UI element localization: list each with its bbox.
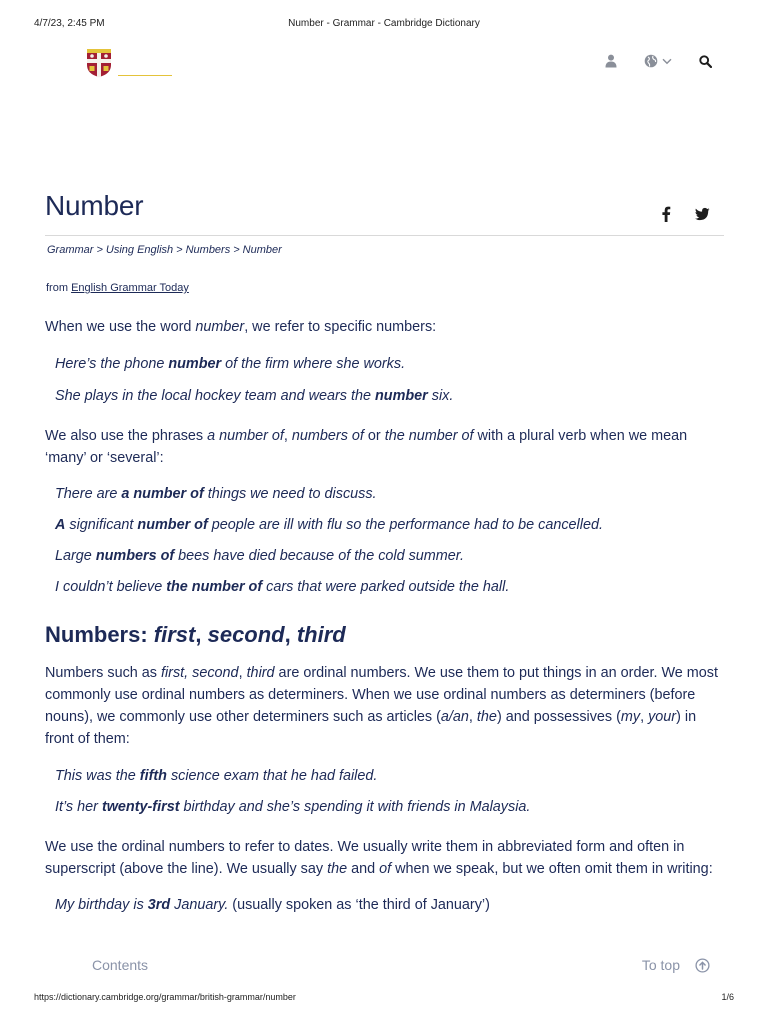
breadcrumb-grammar[interactable]: Grammar: [47, 244, 94, 256]
paragraph: We use the ordinal numbers to refer to dates. We usually write them in abbreviated form and often in superscript (above the line). We usually say the and of when we speak, but we often omit them in writing:: [45, 839, 713, 877]
facebook-icon[interactable]: [661, 206, 671, 222]
share-icons: [661, 206, 710, 222]
example-sentence: She plays in the local hockey team and wears the number six.: [55, 388, 454, 404]
print-page-number: 1/6: [721, 992, 734, 1002]
print-footer: [0, 992, 768, 1006]
example-sentence: It’s her twenty-first birthday and she’s spending it with friends in Malaysia.: [55, 799, 531, 815]
breadcrumb-separator: >: [176, 244, 183, 256]
breadcrumb: [47, 244, 282, 256]
chevron-down-icon[interactable]: [662, 56, 672, 66]
to-top-link[interactable]: To top: [641, 957, 680, 973]
example-sentence: Here’s the phone number of the firm where she works.: [55, 356, 406, 372]
logo-underline: [118, 75, 172, 76]
example-sentence: Large numbers of bees have died because of the cold summer.: [55, 548, 465, 564]
example-sentence: My birthday is 3rd January. (usually spoken as ‘the third of January’): [55, 897, 490, 913]
breadcrumb-number[interactable]: Number: [242, 244, 282, 256]
breadcrumb-using-english[interactable]: Using English: [105, 244, 174, 256]
cambridge-logo-icon[interactable]: [86, 48, 112, 78]
paragraph: When we use the word number, we refer to specific numbers:: [45, 319, 437, 335]
example-sentence: A significant number of people are ill with flu so the performance had to be cancelled.: [55, 517, 603, 533]
arrow-up-circle-icon[interactable]: [695, 958, 710, 973]
page-title: Number: [45, 190, 144, 221]
user-icon[interactable]: [604, 53, 618, 69]
example-sentence: There are a number of things we need to discuss.: [55, 486, 377, 502]
article-body: [45, 316, 725, 916]
title-divider: [45, 235, 724, 236]
example-sentence: This was the fifth science exam that he had failed.: [55, 768, 378, 784]
paragraph: We also use the phrases a number of, numbers of or the number of with a plural verb when we mean ‘many’ or ‘several’:: [45, 428, 688, 466]
top-nav: [604, 52, 712, 70]
example-sentence: I couldn’t believe the number of cars that were parked outside the hall.: [55, 579, 510, 595]
source-line: [46, 282, 189, 294]
source-link[interactable]: English Grammar Today: [71, 282, 189, 294]
search-icon[interactable]: [698, 54, 712, 68]
paragraph: Numbers such as first, second, third are ordinal numbers. We use them to put things in an order. We most commonly use ordinal numbers as determiners. When we use ordinal numbers as determiners (before nouns), we commonly use other determiners such as articles (a/an, the) and possessives (my, your) in front of them:: [45, 665, 718, 747]
print-page-title: Number - Grammar - Cambridge Dictionary: [288, 18, 480, 29]
print-header: [0, 18, 768, 32]
source-prefix: from: [46, 282, 68, 294]
section-heading: Numbers: first, second, third: [45, 622, 346, 647]
globe-icon[interactable]: [644, 54, 658, 68]
breadcrumb-numbers[interactable]: Numbers: [185, 244, 231, 256]
bottom-bar: [92, 957, 712, 977]
twitter-icon[interactable]: [695, 207, 710, 221]
breadcrumb-separator: >: [233, 244, 240, 256]
breadcrumb-separator: >: [96, 244, 103, 256]
print-date: 4/7/23, 2:45 PM: [34, 18, 105, 29]
contents-link[interactable]: Contents: [92, 957, 149, 973]
print-url: https://dictionary.cambridge.org/grammar/british-grammar/number: [34, 992, 296, 1002]
